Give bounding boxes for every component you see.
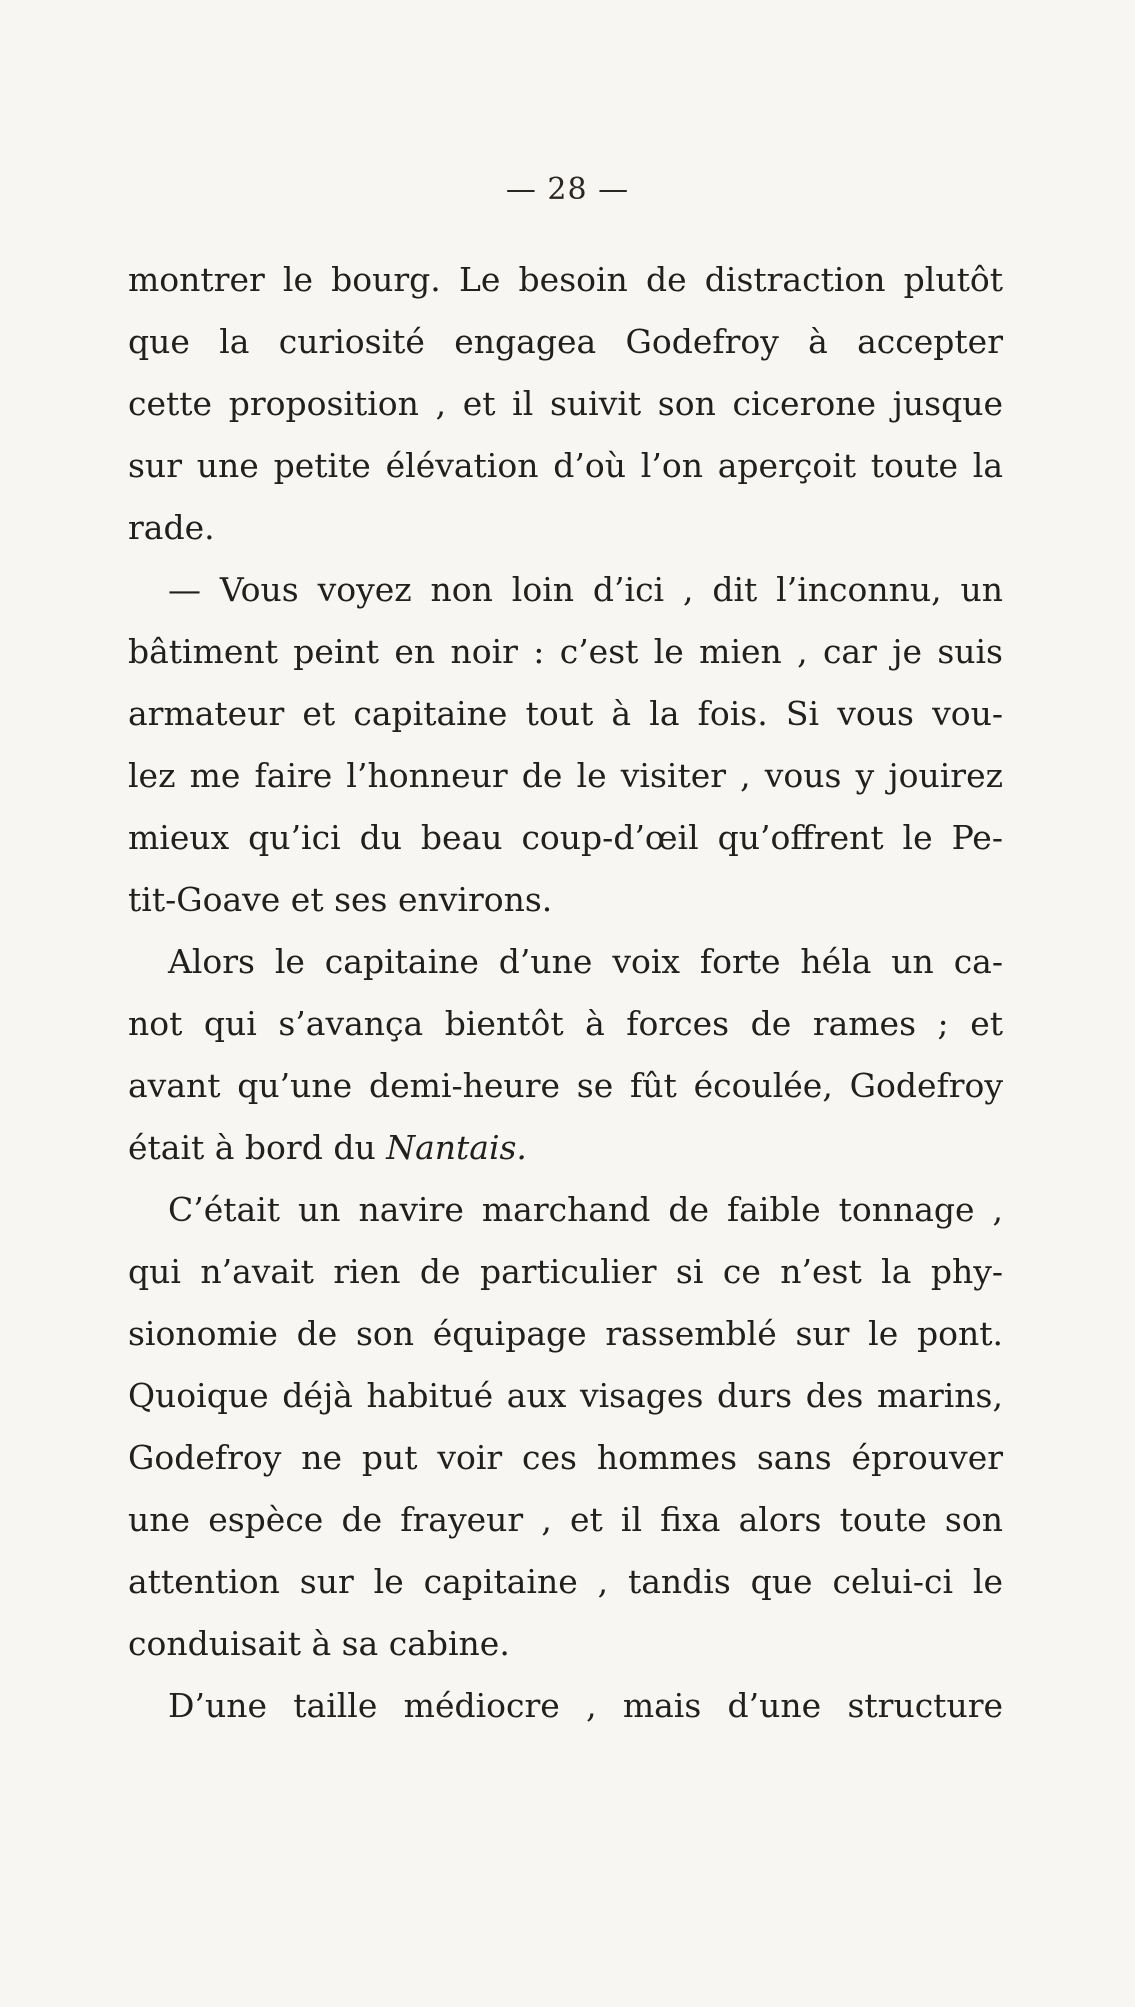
text-line: cette proposition , et il suivit son cicerone jusque bbox=[128, 384, 1003, 423]
text-line: Godefroy ne put voir ces hommes sans éprouver bbox=[128, 1438, 1003, 1477]
text-line: avant qu’une demi-heure se fût écoulée, Godefroy bbox=[128, 1066, 1003, 1105]
text-line: sur une petite élévation d’où l’on aperçoit toute la bbox=[128, 446, 1003, 485]
text-line: — Vous voyez non loin d’ici , dit l’inconnu, un bbox=[168, 570, 1003, 609]
text-line: conduisait à sa cabine. bbox=[128, 1624, 510, 1663]
text-line: bâtiment peint en noir : c’est le mien , car je suis bbox=[128, 632, 1003, 671]
text-line: C’était un navire marchand de faible tonnage , bbox=[168, 1190, 1003, 1229]
text-line: tit-Goave et ses environs. bbox=[128, 880, 553, 919]
text-line: mieux qu’ici du beau coup-d’œil qu’offrent le Pe- bbox=[128, 818, 1003, 857]
text-line: rade. bbox=[128, 508, 215, 547]
text-line: D’une taille médiocre , mais d’une structure bbox=[168, 1686, 1003, 1725]
body-text bbox=[128, 249, 1003, 1737]
text-line: montrer le bourg. Le besoin de distraction plutôt bbox=[128, 260, 1003, 299]
text-line: était à bord du bbox=[128, 1128, 376, 1167]
text-line: Alors le capitaine d’une voix forte héla un ca- bbox=[168, 942, 1003, 981]
text-line: lez me faire l’honneur de le visiter , vous y jouirez bbox=[128, 756, 1003, 795]
page-number: — 28 — bbox=[505, 172, 630, 207]
text-line-with-ship-name bbox=[128, 1117, 1003, 1179]
text-line: Quoique déjà habitué aux visages durs des marins, bbox=[128, 1376, 1003, 1415]
text-line: que la curiosité engagea Godefroy à accepter bbox=[128, 322, 1003, 361]
text-line: not qui s’avança bientôt à forces de rames ; et bbox=[128, 1004, 1003, 1043]
text-line: qui n’avait rien de particulier si ce n’est la phy- bbox=[128, 1252, 1003, 1291]
text-line: une espèce de frayeur , et il fixa alors toute son bbox=[128, 1500, 1003, 1539]
ship-name: Nantais. bbox=[386, 1128, 527, 1167]
text-line: sionomie de son équipage rassemblé sur le pont. bbox=[128, 1314, 1003, 1353]
text-line: armateur et capitaine tout à la fois. Si vous vou- bbox=[128, 694, 1003, 733]
text-line: attention sur le capitaine , tandis que celui-ci le bbox=[128, 1562, 1003, 1601]
